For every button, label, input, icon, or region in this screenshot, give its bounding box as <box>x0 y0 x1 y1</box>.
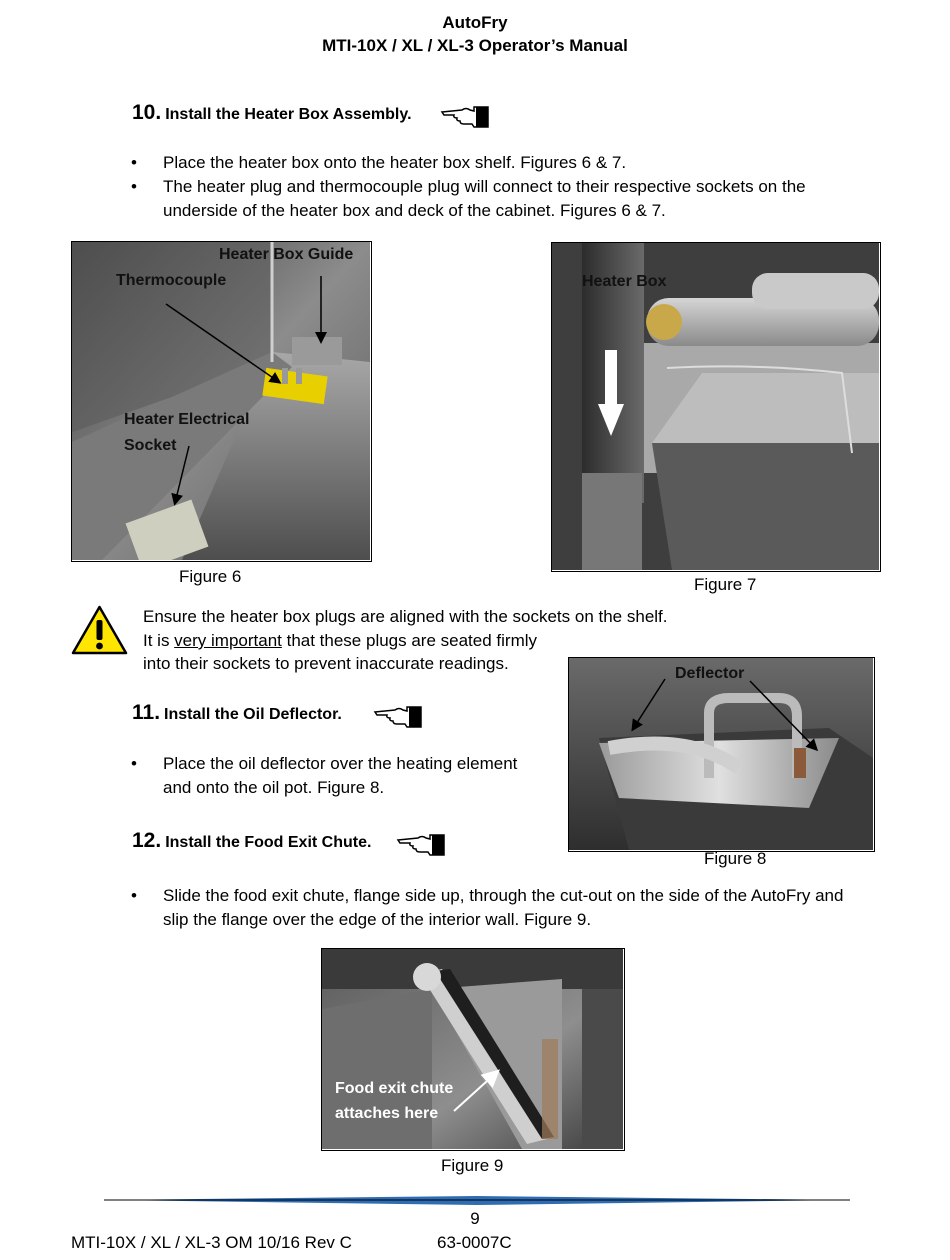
warning-line-3: into their sockets to prevent inaccurate readings. <box>143 654 509 673</box>
warning-line-2 <box>143 629 537 653</box>
step-11-bullet-line-2: and onto the oil pot. Figure 8. <box>163 778 385 797</box>
pointing-hand-icon <box>440 103 490 129</box>
figure-9-label-line-2: attaches here <box>335 1105 439 1122</box>
step-10-title: Install the Heater Box Assembly. <box>165 106 412 123</box>
step-12-heading <box>132 829 371 853</box>
figure-6-caption: Figure 6 <box>179 567 242 586</box>
header-manual-title: MTI-10X / XL / XL-3 Operator’s Manual <box>322 36 628 55</box>
figure-9-arrow <box>321 948 625 1151</box>
figure-6-label-socket-1: Heater Electrical <box>124 411 250 428</box>
figure-6-arrows <box>71 241 372 562</box>
bullet-dot: • <box>131 153 137 172</box>
step-12-bullet-line-2: slip the flange over the edge of the interior wall. Figure 9. <box>163 910 592 929</box>
figure-9-label-line-1: Food exit chute <box>335 1080 454 1097</box>
figure-6-label-guide: Heater Box Guide <box>219 246 354 263</box>
step-11-number: 11. <box>132 701 161 724</box>
step-10-bullet-2-line-2: underside of the heater box and deck of the cabinet. Figures 6 & 7. <box>163 201 666 220</box>
warning-line-2-post: that these plugs are seated firmly <box>281 631 538 650</box>
footer-rule <box>104 1195 850 1207</box>
footer-doc-id: MTI-10X / XL / XL-3 OM 10/16 Rev C <box>71 1233 352 1252</box>
warning-line-2-pre: It is <box>143 631 175 650</box>
step-12-title: Install the Food Exit Chute. <box>165 834 372 851</box>
figure-8-caption: Figure 8 <box>704 849 767 868</box>
bullet-dot: • <box>131 754 137 773</box>
header-brand: AutoFry <box>442 13 508 32</box>
figure-9-caption: Figure 9 <box>441 1156 504 1175</box>
bullet-dot: • <box>131 177 137 196</box>
step-12-bullet-line-1: Slide the food exit chute, flange side up, through the cut-out on the side of the AutoFry and <box>163 886 844 905</box>
footer-part-number: 63-0007C <box>437 1233 512 1252</box>
step-12-number: 12. <box>132 829 162 852</box>
step-10-bullet-1: Place the heater box onto the heater box shelf. Figures 6 & 7. <box>163 153 627 172</box>
bullet-dot: • <box>131 886 137 905</box>
step-11-bullet-line-1: Place the oil deflector over the heating element <box>163 754 518 773</box>
down-arrow-icon <box>598 350 624 436</box>
pointing-hand-icon <box>373 703 423 729</box>
warning-icon <box>71 605 128 655</box>
step-11-title: Install the Oil Deflector. <box>164 706 342 723</box>
figure-8-label-deflector: Deflector <box>675 665 745 682</box>
figure-7-caption: Figure 7 <box>694 575 757 594</box>
figure-6-label-socket-2: Socket <box>124 437 177 454</box>
step-10-number: 10. <box>132 101 162 124</box>
figure-7-label-box: Heater Box <box>582 273 667 290</box>
footer-page-number: 9 <box>470 1209 480 1228</box>
figure-8-arrows <box>568 657 875 852</box>
step-11-heading <box>132 701 342 725</box>
figure-6-label-thermocouple: Thermocouple <box>116 272 227 289</box>
step-10-bullet-2-line-1: The heater plug and thermocouple plug will connect to their respective sockets on the <box>163 177 806 196</box>
step-10-heading <box>132 101 412 125</box>
pointing-hand-icon <box>396 831 446 857</box>
warning-emphasis: very important <box>174 631 282 650</box>
warning-line-1: Ensure the heater box plugs are aligned with the sockets on the shelf. <box>143 607 668 626</box>
